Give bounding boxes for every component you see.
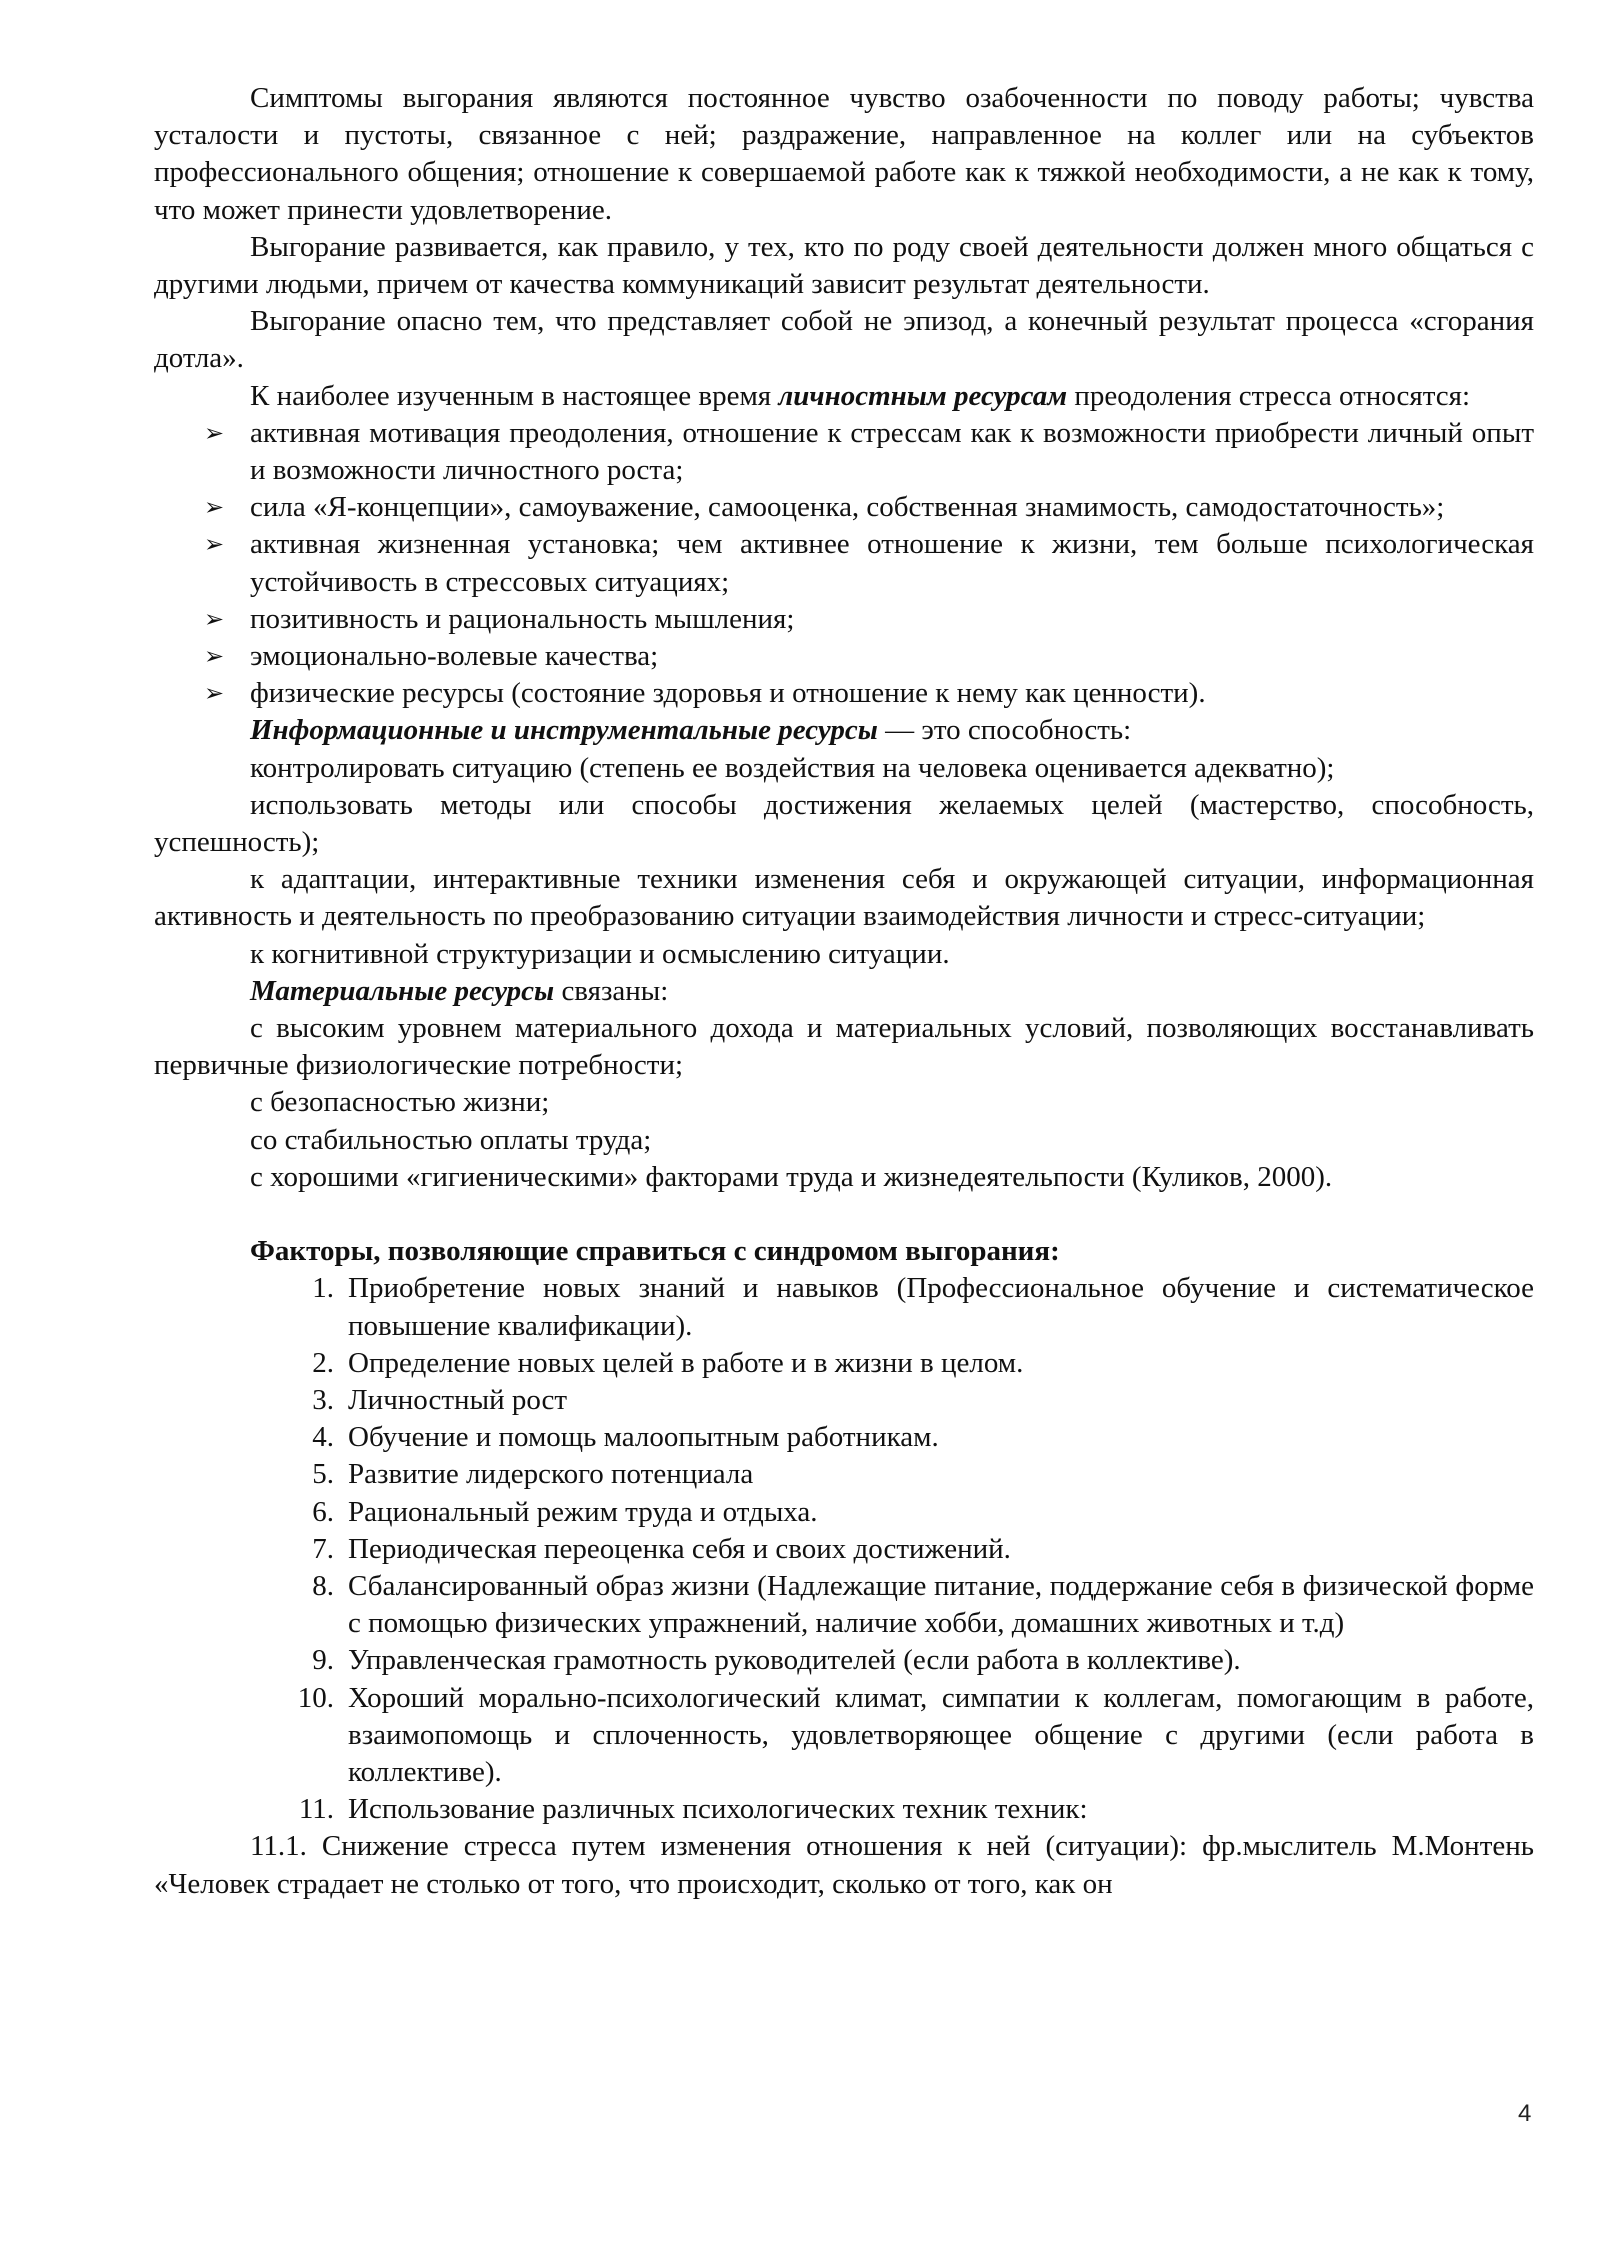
page-number: 4 [1518,2100,1532,2127]
list-item [154,1456,1534,1493]
paragraph-personal-resources-intro [154,378,1534,415]
list-item [154,601,1534,638]
list-item-text: активная мотивация преодоления, отношение к стрессам как к возможности приобрести личный опыт и возможности личностного роста; [250,416,1534,487]
list-item [154,638,1534,675]
list-item [154,1494,1534,1531]
arrow-bullet-icon: ➢ [204,530,225,559]
list-item-number: 8. [312,1569,334,1602]
list-item-text: Личностный рост [348,1383,568,1416]
list-item-text: Хороший морально-психологический климат, симпатии к коллегам, помогающим в работе, взаимопомощь и сплоченность, удовлетворяющее общение с другими (если работа в коллективе). [348,1681,1534,1788]
blank-line [154,1196,1534,1233]
material-resources-heading [154,973,1534,1010]
list-item [154,1270,1534,1344]
arrow-bullet-icon: ➢ [204,642,225,671]
list-item-text: эмоционально-волевые качества; [250,640,659,673]
info-resources-line: к когнитивной структуризации и осмыслению ситуации. [250,937,950,970]
list-item-text: Использование различных психологических техник техник: [348,1793,1088,1826]
list-item-text: Рациональный режим труда и отдыха. [348,1495,818,1528]
list-item-text: Управленческая грамотность руководителей (если работа в коллективе). [348,1644,1241,1677]
document-page [154,80,1534,1903]
factors-heading: Факторы, позволяющие справиться с синдромом выгорания: [250,1235,1060,1268]
arrow-bullet-icon: ➢ [204,493,225,522]
paragraph-burnout-symptoms: Симптомы выгорания являются постоянное чувство озабоченности по поводу работы; чувства усталости и пустоты, связанное с ней; раздражение, направленное на коллег или на субъектов профессионального общения; отношение к совершаемой работе как к тяжкой необходимости, а не как к тому, что может принести удовлетворение. [154,82,1534,226]
list-item-text: позитивность и рациональность мышления; [250,602,795,635]
list-item-number: 11. [298,1793,334,1826]
factors-list [154,1270,1534,1828]
info-resources-line: контролировать ситуацию (степень ее воздействия на человека оценивается адекватно); [250,751,1335,784]
list-item-text: Приобретение новых знаний и навыков (Профессиональное обучение и систематическое повышение квалификации). [348,1272,1534,1342]
list-item [154,1791,1534,1828]
list-item-number: 2. [312,1346,334,1379]
list-item-number: 4. [312,1421,334,1454]
material-resources-line: с высоким уровнем материального дохода и материальных условий, позволяющих восстанавливать первичные физиологические потребности; [154,1012,1534,1082]
list-item-text: активная жизненная установка; чем активнее отношение к жизни, тем больше психологическая устойчивость в стрессовых ситуациях; [250,528,1534,598]
list-item [154,1680,1534,1792]
info-resources-heading [154,712,1534,749]
list-item-number: 1. [312,1272,334,1305]
list-item [154,489,1534,526]
list-item-text: Развитие лидерского потенциала [348,1458,754,1491]
list-item-number: 9. [312,1644,334,1677]
list-item [154,526,1534,600]
list-item [154,1531,1534,1568]
material-resources-term: Материальные ресурсы [250,974,555,1007]
list-item-text: Сбалансированный образ жизни (Надлежащие питание, поддержание себя в физической форме с помощью физических упражнений, наличие хобби, домашних животных и т.д) [348,1569,1534,1640]
list-item [154,1345,1534,1382]
list-item [154,1382,1534,1419]
paragraph-burnout-danger: Выгорание опасно тем, что представляет собой не эпизод, а конечный результат процесса «сгорания дотла». [154,305,1534,375]
list-item [154,675,1534,712]
arrow-bullet-icon: ➢ [204,679,225,708]
list-item [154,1568,1534,1642]
personal-resources-term: личностным ресурсам [778,379,1068,412]
list-item-number: 5. [312,1458,334,1491]
material-resources-line: с безопасностью жизни; [250,1086,550,1119]
info-resources-heading-rest: — это способность: [877,714,1132,747]
list-item-number: 7. [312,1532,334,1565]
list-item-text: физические ресурсы (состояние здоровья и отношение к нему как ценности). [250,677,1206,710]
subitem-11-1: 11.1. Снижение стресса путем изменения отношения к ней (ситуации): фр.мыслитель М.Монтень «Человек страдает не столько от того, что происходит, сколько от того, как он [154,1830,1534,1900]
intro-text: К наиболее изученным в настоящее время [250,379,779,412]
intro-text-end: преодоления стресса относятся: [1067,379,1471,412]
personal-resources-list [154,415,1534,713]
info-resources-line: к адаптации, интерактивные техники изменения себя и окружающей ситуации, информационная активность и деятельность по преобразованию ситуации взаимодействия личности и стресс-ситуации; [154,863,1534,933]
material-resources-line: с хорошими «гигиеническими» факторами труда и жизнедеятельпости (Куликов, 2000). [250,1160,1333,1193]
info-resources-line: использовать методы или способы достижения желаемых целей (мастерство, способность, успешность); [154,788,1534,859]
info-resources-term: Информационные и инструментальные ресурсы [250,714,878,747]
list-item [154,1642,1534,1679]
material-resources-line: со стабильностью оплаты труда; [250,1123,652,1156]
list-item-number: 6. [312,1495,334,1528]
list-item-number: 3. [312,1383,334,1416]
paragraph-burnout-development: Выгорание развивается, как правило, у тех, кто по роду своей деятельности должен много общаться с другими людьми, причем от качества коммуникаций зависит результат деятельности. [154,230,1534,301]
list-item-number: 10. [297,1681,334,1714]
list-item-text: Обучение и помощь малоопытным работникам. [348,1421,939,1454]
arrow-bullet-icon: ➢ [204,604,225,633]
list-item [154,1419,1534,1456]
material-resources-heading-rest: связаны: [554,974,669,1007]
arrow-bullet-icon: ➢ [204,418,225,447]
list-item-text: Определение новых целей в работе и в жизни в целом. [348,1346,1024,1379]
list-item [154,415,1534,489]
list-item-text: Периодическая переоценка себя и своих достижений. [348,1532,1011,1565]
list-item-text: сила «Я-концепции», самоуважение, самооценка, собственная знамимость, самодостаточность»; [250,491,1445,524]
